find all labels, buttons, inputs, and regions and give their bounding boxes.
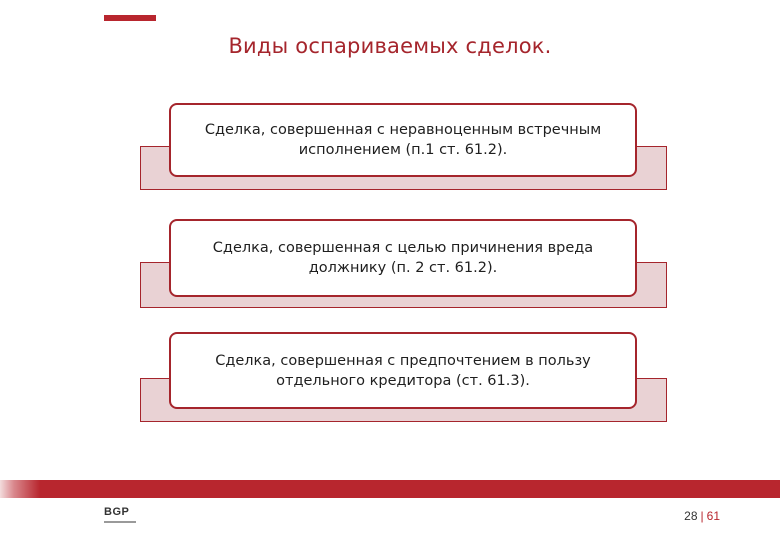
item-1-line-1: Сделка, совершенная с неравноценным встречным [204, 122, 602, 138]
item-2-line-2: должнику (п. 2 ст. 61.2). [308, 260, 498, 276]
item-card-1 [169, 103, 637, 177]
page-separator: | [700, 509, 704, 523]
item-1-line-2: исполнением (п.1 ст. 61.2). [298, 142, 508, 158]
item-2-line-1: Сделка, совершенная с целью причинения вреда [212, 240, 594, 256]
page-number [684, 509, 720, 523]
footer-bar [0, 480, 780, 498]
item-card-2 [169, 219, 637, 297]
page-current: 28 [684, 509, 698, 523]
item-3-line-2: отдельного кредитора (ст. 61.3). [276, 372, 530, 389]
logo-text: BGP [104, 506, 130, 518]
page-total: 61 [706, 509, 720, 523]
bgp-logo [104, 506, 144, 526]
slide-title: Виды оспариваемых сделок. [228, 34, 552, 58]
item-3-line-1: Сделка, совершенная с предпочтением в пользу [215, 352, 591, 369]
item-card-3 [169, 332, 637, 409]
accent-bar [104, 15, 156, 21]
logo-underline [104, 521, 136, 523]
